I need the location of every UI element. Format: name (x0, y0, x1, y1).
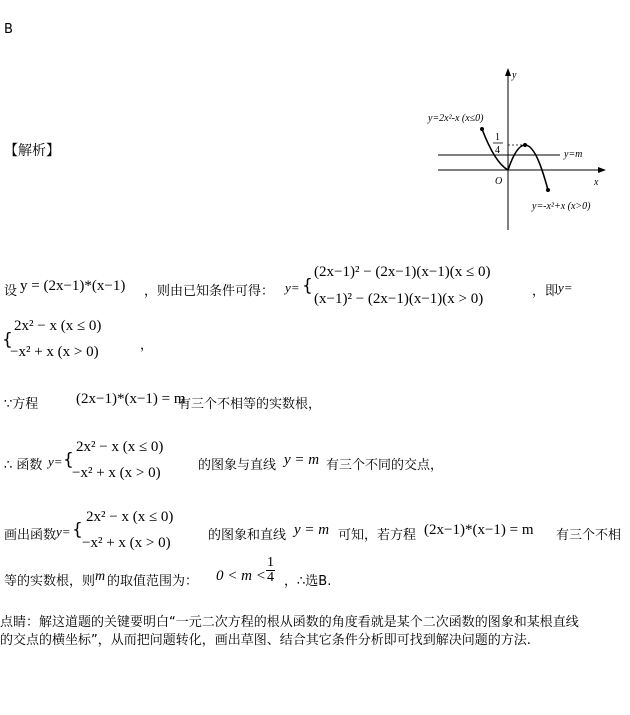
comment-line2: 的交点的横坐标”，从而把问题转化，画出草图、结合其它条件分析即可找到解决问题的方法. (0, 633, 531, 648)
vertex-point (523, 143, 527, 147)
line6-post: ，∴选B. (284, 574, 332, 589)
line4-mid: 的图象与直线 (198, 458, 277, 473)
line1-case2: (x−1)² − (2x−1)(x−1)(x > 0) (314, 291, 484, 307)
line6-mid: 的取值范围为： (107, 574, 199, 589)
line5-case2: −x² + x (x > 0) (82, 535, 171, 551)
y-axis-label: y (512, 70, 517, 81)
line1: 设 (4, 284, 18, 299)
function-graph (420, 65, 620, 235)
line4-y: y= (48, 454, 63, 469)
section-title: 【解析】 (4, 143, 60, 159)
right-curve (508, 145, 548, 190)
line3-pre: ∵方程 (4, 397, 39, 412)
line4-line: y = m (284, 452, 320, 468)
x-axis-label: x (594, 177, 599, 188)
line4-pre: ∴ 函数 (4, 458, 43, 473)
line2-comma: ， (140, 338, 154, 353)
line1-brace: { (302, 276, 313, 296)
line6-pre: 等的实数根，则 (4, 574, 96, 589)
line5-case1: 2x² − x (x ≤ 0) (86, 509, 174, 525)
line2-brace: { (2, 330, 13, 350)
line6-fraction-den: 4 (267, 570, 274, 585)
line-label: y=m (564, 149, 583, 160)
origin-label: O (495, 176, 503, 187)
line6-fraction (266, 556, 275, 585)
left-endpoint (480, 127, 484, 131)
line2-case1: 2x² − x (x ≤ 0) (14, 318, 102, 334)
line5-y: y= (56, 524, 71, 539)
line1-tail: ，即 (532, 284, 559, 299)
line6-fraction-num: 1 (267, 555, 274, 570)
line1-y: y= (285, 280, 300, 295)
right-endpoint (546, 188, 550, 192)
line4-brace: { (63, 450, 74, 470)
line4-case2: −x² + x (x > 0) (72, 465, 161, 481)
line1-expr: y = (2x−1)*(x−1) (20, 278, 126, 294)
answer-letter: B (4, 22, 13, 37)
quarter-num: 1 (495, 132, 500, 143)
right-curve-label: y=-x²+x (x>0) (532, 201, 591, 212)
line5-mid: 的图象和直线 (208, 528, 287, 543)
quarter-den: 4 (495, 145, 500, 156)
line3-expr: (2x−1)*(x−1) = m (76, 391, 186, 407)
line5-line: y = m (294, 522, 330, 538)
line5-pre: 画出函数 (4, 528, 57, 543)
line5-brace: { (72, 520, 83, 540)
line3-post: 有三个不相等的实数根， (178, 397, 322, 412)
comment-line1: 点睛：解这道题的关键要明白“一元二次方程的根从函数的角度看就是某个二次函数的图象和某根直线 (0, 615, 579, 630)
line1-case1: (2x−1)² − (2x−1)(x−1)(x ≤ 0) (314, 264, 491, 280)
line5-mid2: 可知，若方程 (338, 528, 417, 543)
line4-case1: 2x² − x (x ≤ 0) (76, 439, 164, 455)
line5-post: 有三个不相 (556, 528, 622, 543)
x-axis-arrow-icon (598, 167, 606, 173)
line1-mid: ，则由已知条件可得： (144, 284, 275, 299)
line2-case2: −x² + x (x > 0) (10, 344, 99, 360)
line5-expr: (2x−1)*(x−1) = m (424, 522, 534, 538)
line4-post: 有三个不同的交点， (326, 458, 444, 473)
left-curve-label: y=2x²-x (x≤0) (428, 113, 484, 124)
line6-m: m (95, 569, 106, 584)
y-axis-arrow-icon (505, 68, 511, 76)
line6-ineq: 0 < m < (216, 568, 266, 584)
line1-y-tail: y= (558, 280, 573, 295)
